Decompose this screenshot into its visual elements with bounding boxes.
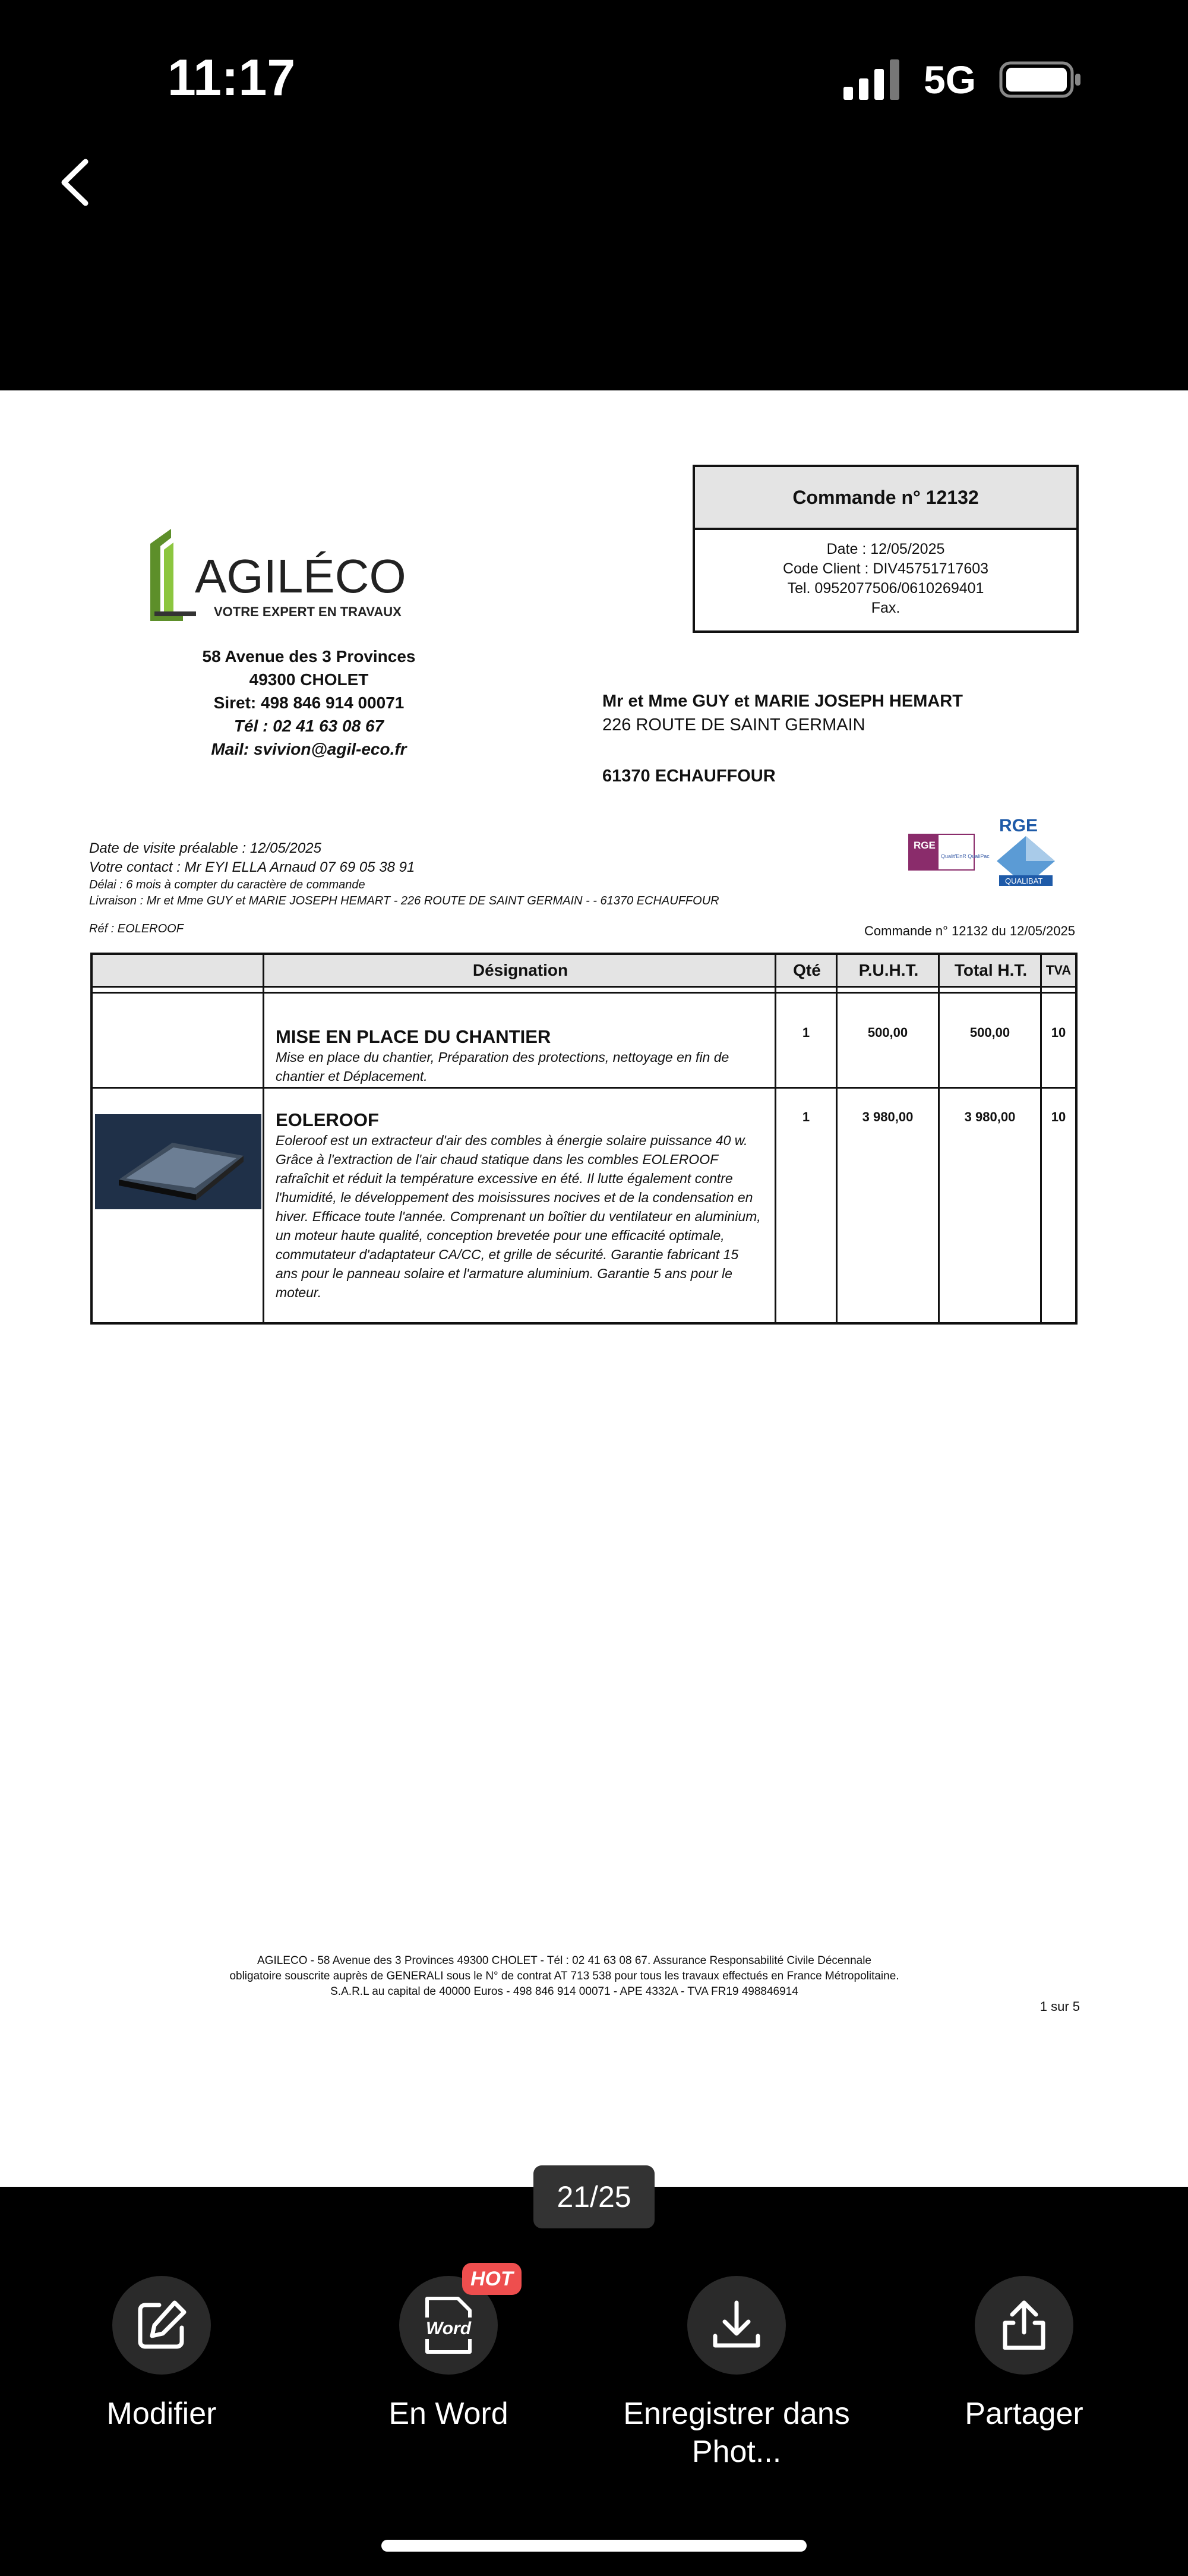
row-description: Eoleroof est un extracteur d'air des combles à énergie solaire puissance 40 w. Grâce à l'extraction de l'air chaud statique dans les combles EOLEROOF rafraîchit et réduit la température excessive en été. Il lutte également contre l'humidité, le développement des moisissures nocives et de la condensation en hiver. Efficace toute l'année. Comprenant un boîtier du ventilateur en aluminium, un moteur haute qualité, conception brevetée pour une efficacité optimale, commutateur d'adaptateur CA/CC, et grille de sécurité. Garantie fabricant 15 ans pour le panneau solaire et l'armature aluminium. Garantie 5 ans pour le moteur.	[276, 1133, 761, 1300]
row-unit-price: 500,00	[867, 1025, 908, 1040]
logo-tagline: VOTRE EXPERT EN TRAVAUX	[214, 604, 402, 619]
header-tva: TVA	[1042, 955, 1075, 986]
page-number: 1 sur 5	[1040, 1999, 1080, 2014]
row-tva: 10	[1051, 1025, 1066, 1040]
row-total: 500,00	[969, 1025, 1010, 1040]
status-bar	[0, 0, 1188, 119]
convert-word-button[interactable]	[318, 2268, 579, 2433]
signal-icon	[842, 59, 902, 100]
svg-text:RGE: RGE	[999, 816, 1038, 835]
footer-line2: obligatoire souscrite auprès de GENERALI sous le N° de contrat AT 713 538 pour tous les travaux effectués en France Métropolitaine.	[229, 1970, 899, 1982]
company-address	[172, 645, 446, 761]
row-total: 3 980,00	[964, 1109, 1016, 1124]
battery-icon	[999, 59, 1083, 100]
hot-badge: HOT	[462, 2263, 522, 2295]
eoleroof-product-image	[95, 1114, 261, 1209]
rge-qualibat-badge	[991, 814, 1061, 890]
order-reference: Commande n° 12132 du 12/05/2025	[864, 923, 1075, 938]
company-address-line1: 58 Avenue des 3 Provinces	[202, 647, 416, 666]
order-box	[693, 465, 1079, 633]
row-title: MISE EN PLACE DU CHANTIER	[276, 1026, 551, 1047]
share-icon	[996, 2297, 1053, 2354]
document-footer	[160, 1953, 968, 2000]
row-title: EOLEROOF	[276, 1109, 379, 1130]
word-icon	[419, 2293, 478, 2358]
row-divider	[93, 992, 1075, 994]
download-icon	[708, 2297, 765, 2354]
rge-qualipac-badge	[909, 828, 990, 876]
row-qty: 1	[802, 1025, 810, 1040]
order-date: Date : 12/05/2025	[826, 541, 945, 557]
client-street: 226 ROUTE DE SAINT GERMAIN	[602, 715, 865, 734]
client-name: Mr et Mme GUY et MARIE JOSEPH HEMART	[602, 692, 963, 711]
back-chevron-icon[interactable]	[55, 156, 96, 209]
quote-table	[90, 953, 1078, 1325]
svg-text:RGE: RGE	[914, 840, 936, 851]
modify-button[interactable]	[31, 2276, 292, 2433]
svg-text:QUALIBAT: QUALIBAT	[1005, 876, 1043, 885]
company-mail: Mail: svivion@agil-eco.fr	[211, 740, 407, 758]
home-indicator[interactable]	[381, 2540, 807, 2552]
column-divider	[836, 955, 838, 1322]
visit-contact: Votre contact : Mr EYI ELLA Arnaud 07 69 05 38 91	[89, 859, 415, 875]
table-row	[276, 1109, 763, 1302]
visit-delivery: Livraison : Mr et Mme GUY et MARIE JOSEPH HEMART - 226 ROUTE DE SAINT GERMAIN - - 61370 ECHAUFFOUR	[89, 894, 719, 907]
header-unit-price: P.U.H.T.	[838, 955, 940, 986]
table-row	[276, 1026, 763, 1086]
row-divider	[93, 1087, 1075, 1089]
client-city: 61370 ECHAUFFOUR	[602, 767, 776, 786]
order-title: Commande n° 12132	[695, 467, 1076, 530]
order-fax: Fax.	[871, 600, 901, 616]
word-label: En Word	[388, 2397, 508, 2431]
order-client-code: Code Client : DIV45751717603	[782, 560, 989, 577]
reference: Réf : EOLEROOF	[89, 922, 184, 935]
column-divider	[263, 955, 264, 1322]
document-page	[0, 390, 1188, 2187]
footer-line1: AGILECO - 58 Avenue des 3 Provinces 49300 CHOLET - Tél : 02 41 63 08 67. Assurance Responsabilité Civile Décennale	[257, 1954, 871, 1967]
company-siret: Siret: 498 846 914 00071	[213, 693, 405, 712]
visit-date: Date de visite préalable : 12/05/2025	[89, 840, 321, 856]
column-divider	[938, 955, 940, 1322]
header-designation: Désignation	[264, 955, 776, 986]
client-address	[602, 689, 963, 788]
agileco-logo	[147, 526, 462, 621]
column-divider	[775, 955, 776, 1322]
row-divider	[93, 986, 1075, 988]
visit-delay: Délai : 6 mois à compter du caractère de commande	[89, 878, 365, 891]
page-counter: 21/25	[533, 2165, 655, 2228]
logo-brand: AGILÉCO	[195, 550, 406, 603]
footer-line3: S.A.R.L au capital de 40000 Euros - 498 846 914 00071 - APE 4332A - TVA FR19 498846914	[330, 1985, 798, 1998]
row-tva: 10	[1051, 1109, 1066, 1124]
row-qty: 1	[802, 1109, 810, 1124]
header-total: Total H.T.	[940, 955, 1042, 986]
share-label: Partager	[965, 2397, 1083, 2431]
company-address-line2: 49300 CHOLET	[249, 670, 369, 689]
company-tel: Tél : 02 41 63 08 67	[233, 717, 384, 735]
row-unit-price: 3 980,00	[862, 1109, 914, 1124]
network-label: 5G	[924, 58, 977, 102]
save-to-photos-button[interactable]	[606, 2276, 867, 2471]
visit-info	[89, 839, 861, 909]
svg-text:Qualit'EnR QualiPac: Qualit'EnR QualiPac	[941, 853, 990, 859]
modify-label: Modifier	[106, 2397, 217, 2431]
header-qty: Qté	[776, 955, 838, 986]
svg-text:Word: Word	[425, 2319, 472, 2338]
share-button[interactable]	[893, 2276, 1155, 2433]
save-label: Enregistrer dans Phot...	[623, 2397, 850, 2469]
column-divider	[1040, 955, 1042, 1322]
row-description: Mise en place du chantier, Préparation des protections, nettoyage en fin de chantier et Déplacement.	[276, 1049, 729, 1084]
edit-icon	[133, 2297, 190, 2354]
order-tel: Tel. 0952077506/0610269401	[787, 580, 984, 597]
status-time: 11:17	[168, 49, 296, 106]
